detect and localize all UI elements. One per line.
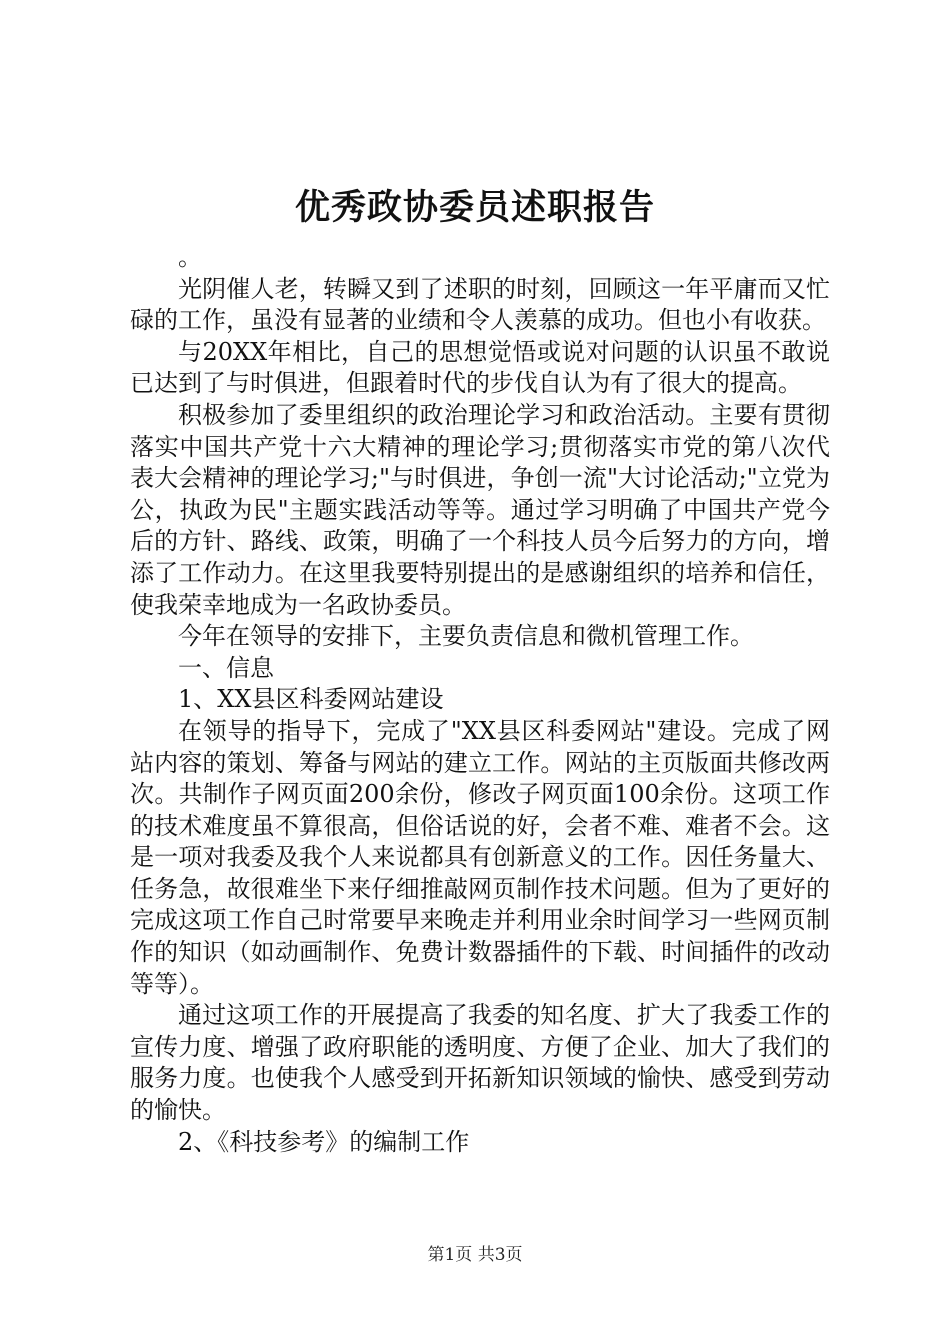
paragraph-duties: 今年在领导的安排下，主要负责信息和微机管理工作。 (178, 622, 754, 651)
paragraph-website: 在领导的指导下，完成了"XX县区科委网站"建设。完成了网站内容的策划、筹备与网站的建立工作。网站的主页版面共修改两次。共制作子网页面200余份，修改子网页面100余份。这项工作的技术难度虽不算很高，但俗话说的好，会者不难、难者不会。这是一项对我委及我个人来说都具有创新意义的工作。因任务量大、任务急，故很难坐下来仔细推敲网页制作技术问题。但为了更好的完成这项工作自己时常要早来晚走并利用业余时间学习一些网页制作的知识（如动画制作、免费计数器插件的下载、时间插件的改动等等）。 (130, 716, 830, 998)
paragraph-study: 积极参加了委里组织的政治理论学习和政治活动。主要有贯彻落实中国共产党十六大精神的理论学习;贯彻落实市党的第八次代表大会精神的理论学习;"与时俱进，争创一流"大讨论活动;"立党为公，执政为民"主题实践活动等等。通过学习明确了中国共产党今后的方针、路线、政策，明确了一个科技人员今后努力的方向，增添了工作动力。在这里我要特别提出的是感谢组织的培养和信任，使我荣幸地成为一名政协委员。 (130, 400, 830, 619)
page-footer: 第1页 共3页 (427, 1245, 523, 1265)
paragraph-outcome: 通过这项工作的开展提高了我委的知名度、扩大了我委工作的宣传力度、增强了政府职能的透明度、方便了企业、加大了我们的服务力度。也使我个人感受到开拓新知识领域的愉快、感受到劳动的愉快。 (130, 1001, 830, 1125)
paragraph-comparison: 与20XX年相比，自己的思想觉悟或说对问题的认识虽不敢说已达到了与时俱进，但跟着时代的步伐自认为有了很大的提高。 (130, 337, 830, 398)
document-title: 优秀政协委员述职报告 (294, 187, 655, 228)
subheading-reference: 2、《科技参考》的编制工作 (178, 1127, 470, 1156)
paragraph-intro: 光阴催人老，转瞬又到了述职的时刻，回顾这一年平庸而又忙碌的工作，虽没有显著的业绩和令人羡慕的成功。但也小有收获。 (130, 274, 830, 335)
lead-mark: 。 (178, 243, 202, 271)
subheading-website: 1、XX县区科委网站建设 (178, 685, 444, 714)
document-body (130, 242, 830, 1158)
section-heading-info: 一、信息 (178, 653, 274, 682)
